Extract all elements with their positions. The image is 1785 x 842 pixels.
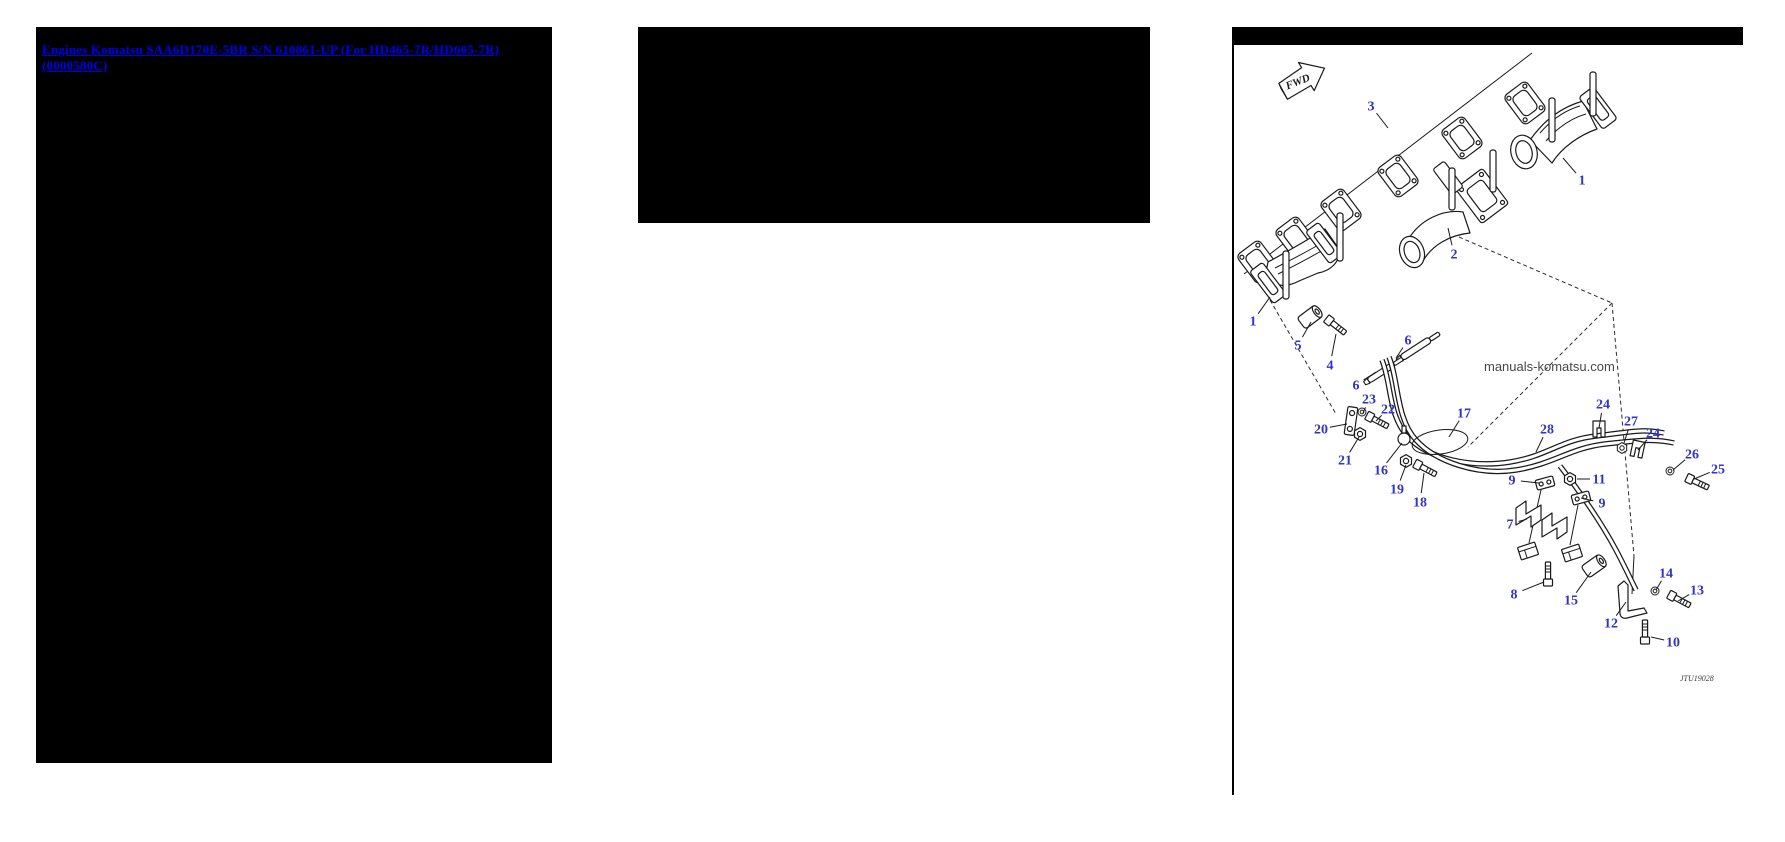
leader-line bbox=[1673, 460, 1685, 470]
part-number-label: 3 bbox=[1367, 99, 1375, 115]
wiring-connector bbox=[1517, 542, 1538, 560]
leader-line bbox=[1387, 443, 1402, 463]
dashed-line bbox=[1459, 237, 1612, 303]
part-number-label: 27 bbox=[1624, 414, 1638, 430]
leader-line bbox=[1449, 421, 1459, 437]
leader-line bbox=[1563, 158, 1576, 173]
part-number-label: 24 bbox=[1646, 426, 1660, 442]
spacer-part bbox=[1297, 304, 1324, 329]
part-number-label: 4 bbox=[1326, 358, 1334, 374]
leader-line bbox=[1377, 113, 1388, 128]
part-number-label: 10 bbox=[1666, 635, 1680, 651]
bolt-part bbox=[1324, 315, 1348, 337]
part-number-label: 8 bbox=[1510, 587, 1518, 603]
part-number-label: 19 bbox=[1390, 482, 1404, 498]
svg-text:FWD: FWD bbox=[1283, 71, 1312, 93]
leader-line bbox=[1576, 572, 1591, 593]
part-number-label: 16 bbox=[1374, 463, 1388, 479]
part-number-label: 6 bbox=[1352, 378, 1360, 394]
part-number-label: 9 bbox=[1508, 473, 1516, 489]
middle-content-panel bbox=[638, 27, 1150, 223]
spacer-part bbox=[1581, 553, 1608, 578]
part-number-label: 14 bbox=[1659, 566, 1673, 582]
leader-line bbox=[1330, 424, 1347, 427]
part-number-label: 21 bbox=[1338, 453, 1352, 469]
watermark: manuals-komatsu.com bbox=[1484, 359, 1615, 374]
page-top-bar bbox=[1232, 27, 1743, 45]
left-content-panel bbox=[36, 27, 552, 763]
drawing-number: JTU19028 bbox=[1680, 674, 1714, 683]
leader-line bbox=[1421, 473, 1424, 493]
part-number-label: 17 bbox=[1457, 406, 1471, 422]
leader-line bbox=[1536, 437, 1543, 452]
part-number-label: 6 bbox=[1404, 333, 1412, 349]
part-number-label: 24 bbox=[1596, 397, 1610, 413]
leader-line bbox=[1332, 334, 1336, 356]
exhaust-manifold-diagram bbox=[1232, 27, 1785, 810]
part-number-label: 11 bbox=[1592, 472, 1606, 488]
part-number-label: 2 bbox=[1450, 247, 1458, 263]
bolt-part bbox=[1641, 620, 1650, 644]
part-number-label: 7 bbox=[1506, 517, 1514, 533]
tube-bracket bbox=[1630, 440, 1645, 458]
leader-line bbox=[1522, 582, 1544, 591]
nut-part bbox=[1565, 473, 1576, 486]
washer-part bbox=[1666, 467, 1674, 475]
leader-line bbox=[1651, 637, 1664, 640]
bolt-part bbox=[1544, 562, 1553, 586]
part-number-label: 1 bbox=[1249, 314, 1257, 330]
part-number-label: 28 bbox=[1540, 422, 1554, 438]
leader-line bbox=[1350, 437, 1359, 452]
part-number-label: 23 bbox=[1362, 392, 1376, 408]
part-number-label: 1 bbox=[1578, 173, 1586, 189]
part-number-label: 12 bbox=[1604, 616, 1618, 632]
nut-part bbox=[1617, 443, 1626, 454]
part-number-label: 18 bbox=[1413, 495, 1427, 511]
fwd-arrow-icon bbox=[1274, 54, 1330, 102]
parts-catalog-link[interactable]: Engines Komatsu SAA6D170E-5BR S/N 610861-UP (For HD465-7R/HD605-7R)(0000580C) bbox=[42, 42, 500, 73]
part-number-label: 9 bbox=[1598, 496, 1606, 512]
wiring-connector bbox=[1561, 544, 1582, 562]
washer-part bbox=[1651, 587, 1659, 595]
leader-line bbox=[1258, 297, 1270, 314]
part-number-label: 13 bbox=[1690, 583, 1704, 599]
parts-diagram-page bbox=[1232, 27, 1785, 810]
leader-line bbox=[1400, 465, 1406, 481]
support-bracket bbox=[1542, 513, 1567, 539]
part-number-label: 15 bbox=[1564, 593, 1578, 609]
part-number-label: 22 bbox=[1381, 402, 1395, 418]
part-number-label: 25 bbox=[1711, 462, 1725, 478]
leader-line bbox=[1694, 472, 1710, 479]
part-number-label: 20 bbox=[1314, 422, 1328, 438]
part-number-label: 5 bbox=[1294, 338, 1302, 354]
bolt-part bbox=[1685, 473, 1711, 491]
part-number-label: 26 bbox=[1685, 447, 1699, 463]
bolt-part bbox=[1413, 459, 1438, 478]
nut-part bbox=[1355, 428, 1366, 441]
